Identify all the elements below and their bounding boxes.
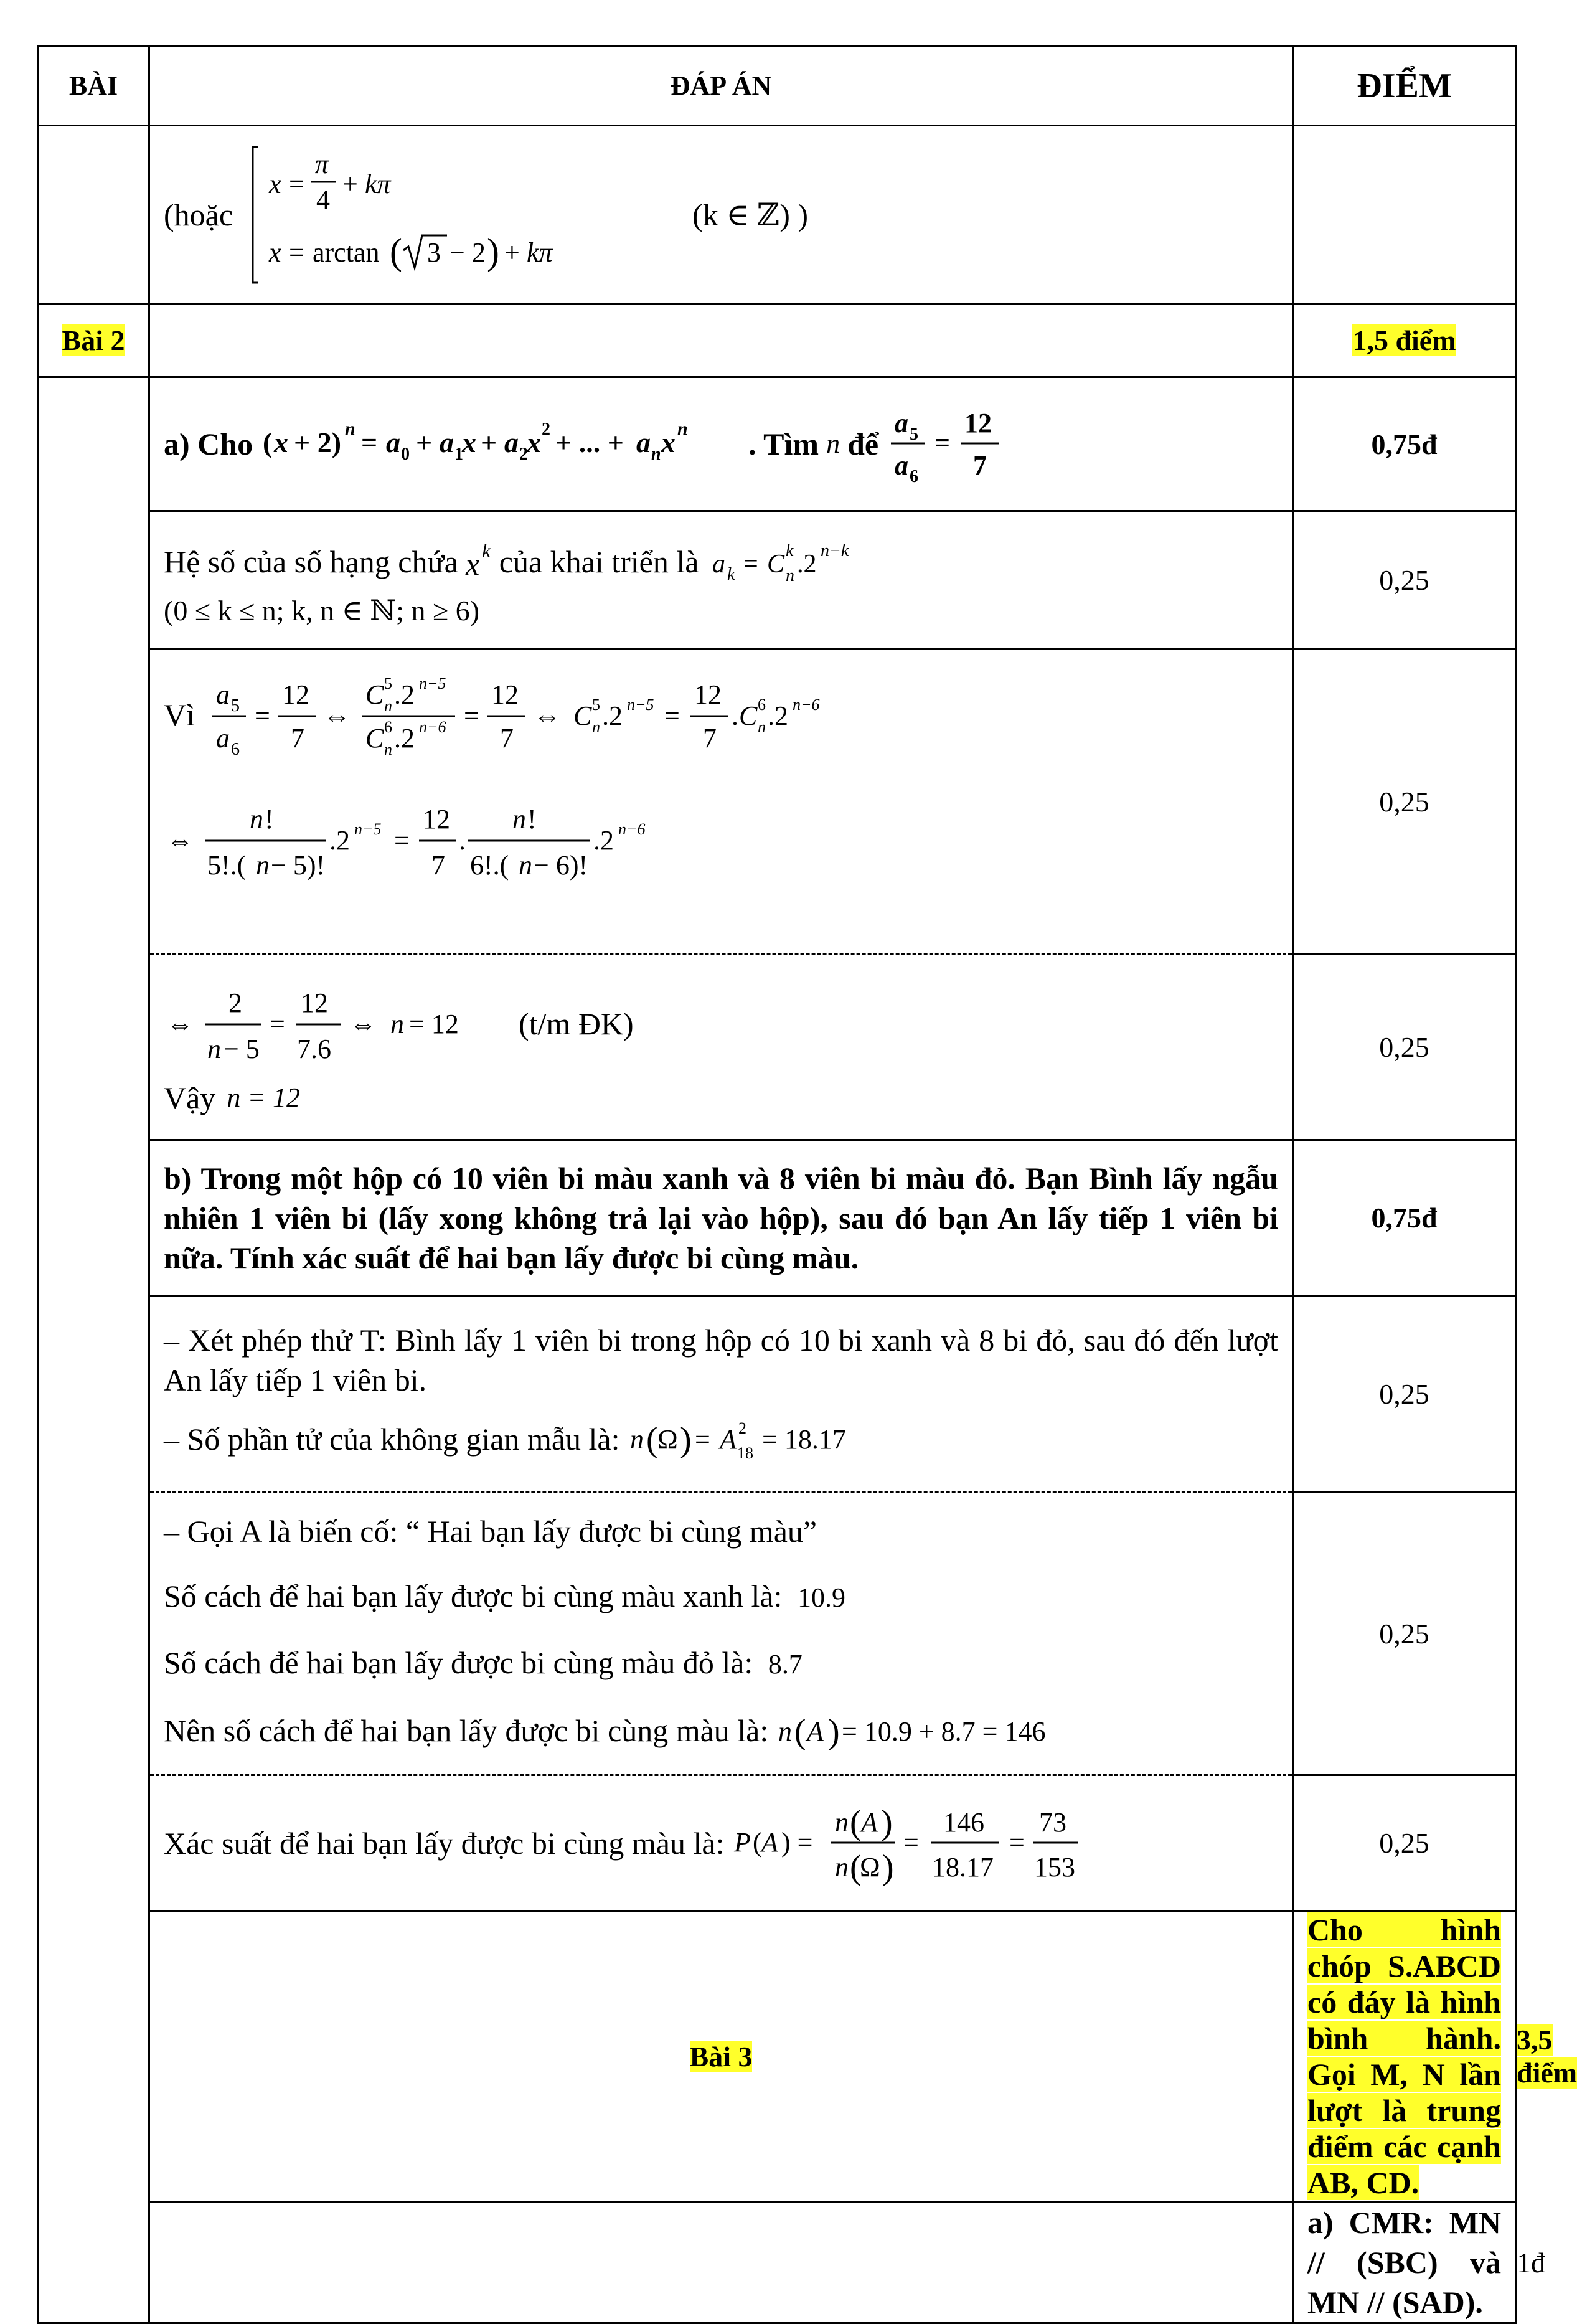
svg-text:A: A — [761, 1826, 779, 1858]
b-step3-points: 0,25 — [1293, 1775, 1516, 1911]
svg-text:Ω: Ω — [860, 1851, 881, 1882]
svg-text:!: ! — [265, 804, 274, 834]
svg-text:A: A — [719, 1424, 737, 1455]
svg-text:4: 4 — [316, 184, 331, 215]
svg-text:n: n — [384, 697, 392, 715]
svg-text:6: 6 — [384, 718, 392, 736]
svg-text:5: 5 — [592, 696, 600, 714]
svg-text:A: A — [861, 1807, 878, 1838]
svg-text:2: 2 — [738, 1419, 746, 1437]
svg-text:n: n — [629, 1424, 644, 1455]
svg-text:= 12: = 12 — [409, 1008, 459, 1039]
svg-text:(: ( — [390, 230, 403, 272]
svg-text:7: 7 — [500, 723, 514, 753]
svg-text:=: = — [664, 701, 680, 731]
table-row-part-b — [38, 1140, 1516, 1296]
svg-text:n: n — [758, 718, 766, 736]
svg-text:a: a — [504, 427, 519, 458]
svg-text:7: 7 — [431, 850, 445, 881]
svg-text:.: . — [459, 825, 466, 856]
svg-text:+: + — [504, 237, 520, 268]
svg-text:(: ( — [794, 1712, 806, 1751]
svg-text:n: n — [512, 804, 526, 834]
step1-text2: của khai triển là — [499, 544, 699, 579]
bai2-label: Bài 2 — [62, 324, 125, 356]
step3-tm: (t/m ĐK) — [519, 1006, 634, 1041]
svg-text:=: = — [394, 825, 410, 856]
bai3-label: Bài 3 — [689, 2040, 753, 2072]
svg-text:5: 5 — [910, 425, 919, 444]
b-step2-line1: – Gọi A là biến cố: “ Hai bạn lấy được bi cùng màu” — [164, 1514, 817, 1549]
table-row — [38, 126, 1516, 304]
step1-points: 0,25 — [1293, 511, 1516, 649]
table-row — [38, 1775, 1516, 1911]
b-step2-val3: 8.7 — [768, 1649, 803, 1679]
svg-text:− 5)!: − 5)! — [271, 850, 326, 881]
svg-text:146: 146 — [943, 1807, 985, 1838]
header-dapan: ĐÁP ÁN — [149, 46, 1293, 126]
step2-vi: Vì — [164, 697, 195, 732]
svg-text:): ) — [679, 1420, 692, 1459]
b-step2-points: 0,25 — [1293, 1492, 1516, 1775]
svg-text:n−6: n−6 — [419, 718, 446, 736]
svg-text:18: 18 — [737, 1444, 753, 1462]
svg-text:a: a — [386, 427, 401, 458]
b-step1-points: 0,25 — [1293, 1296, 1516, 1492]
svg-text:k: k — [786, 541, 794, 560]
svg-text:=: = — [743, 549, 759, 579]
part-b-points: 0,75đ — [1293, 1140, 1516, 1296]
svg-text:.2: .2 — [394, 723, 415, 753]
svg-text:(: ( — [646, 1420, 658, 1459]
svg-text:n−6: n−6 — [793, 696, 820, 714]
svg-text:): ) — [828, 1712, 840, 1751]
svg-text:153: 153 — [1034, 1851, 1076, 1882]
svg-text:C: C — [573, 701, 592, 731]
ratio-a5-a6 — [885, 397, 1022, 491]
svg-text:n: n — [519, 850, 532, 881]
svg-text:=: = — [255, 701, 270, 731]
factorial-equation — [164, 790, 786, 889]
b-step2-line2: Số cách để hai bạn lấy được bi cùng màu xanh là: — [164, 1579, 783, 1613]
svg-text:x: x — [527, 427, 542, 458]
svg-text:=: = — [934, 428, 951, 458]
table-row-part-3a: a) CMR: MN // (SBC) và MN // (SAD). 1đ — [38, 2202, 1516, 2323]
svg-text:(: ( — [850, 1803, 862, 1842]
header-bai: BÀI — [38, 46, 149, 126]
svg-text:a: a — [895, 450, 909, 481]
svg-text:⇔: ⇔ — [166, 1008, 194, 1039]
svg-text:a: a — [895, 408, 909, 438]
solve-equation — [164, 977, 512, 1070]
svg-text:12: 12 — [491, 679, 519, 710]
svg-text:a: a — [440, 427, 454, 458]
step1-text: Hệ số của số hạng chứa — [164, 544, 458, 579]
svg-text:1: 1 — [454, 445, 464, 464]
svg-text:0: 0 — [401, 445, 410, 464]
svg-text:a: a — [712, 549, 726, 579]
step1-condition: (0 ≤ k ≤ n; k, n ∈ ℕ; n ≥ 6) — [164, 594, 480, 626]
svg-text:+ ... +: + ... + — [555, 427, 624, 458]
svg-text:arctan: arctan — [313, 237, 380, 268]
binomial-expansion — [263, 397, 748, 491]
svg-text:(: ( — [850, 1848, 862, 1887]
svg-text:x: x — [462, 427, 477, 458]
b-step1-line1: – Xét phép thử T: Bình lấy 1 viên bi trong hộp có 10 bi xanh và 8 bi đỏ, sau đó đến lượt An lấy tiếp 1 viên bi. — [164, 1323, 1278, 1397]
svg-text:2: 2 — [472, 237, 486, 268]
svg-text:n: n — [384, 740, 392, 758]
svg-text:+ 2): + 2) — [294, 427, 342, 458]
svg-text:n: n — [592, 718, 600, 736]
table-row — [38, 511, 1516, 649]
svg-text:n−5: n−5 — [627, 696, 654, 714]
svg-text:.2: .2 — [768, 701, 788, 731]
part-3a-question: a) CMR: MN // (SBC) và MN // (SAD). — [1307, 2205, 1501, 2320]
svg-text:6: 6 — [231, 740, 240, 759]
svg-text:n: n — [651, 445, 661, 464]
svg-text:x: x — [269, 168, 281, 199]
svg-text:⇔: ⇔ — [349, 1008, 377, 1039]
svg-text:73: 73 — [1039, 1807, 1067, 1838]
svg-text:2: 2 — [228, 987, 242, 1018]
b-step3-text: Xác suất để hai bạn lấy được bi cùng màu là: — [164, 1825, 725, 1861]
svg-text:.2: .2 — [797, 549, 817, 579]
svg-text:n−k: n−k — [821, 541, 849, 560]
coefficient-formula — [707, 534, 894, 590]
svg-text:18.17: 18.17 — [932, 1851, 994, 1882]
svg-text:x: x — [274, 427, 289, 458]
x-power-k — [461, 534, 497, 590]
svg-text:5: 5 — [384, 674, 392, 692]
svg-text:6: 6 — [758, 696, 766, 714]
svg-text:n: n — [778, 1716, 793, 1747]
svg-text:): ) — [881, 1803, 893, 1842]
table-row — [38, 1296, 1516, 1492]
b-step1-line2: – Số phần tử của không gian mẫu là: — [164, 1422, 620, 1457]
svg-text:k: k — [727, 564, 735, 584]
svg-text:n−5: n−5 — [419, 674, 446, 692]
svg-text:7: 7 — [973, 450, 987, 481]
svg-text:) =: ) = — [781, 1826, 813, 1858]
svg-text:a: a — [636, 427, 651, 458]
svg-text:7.6: 7.6 — [297, 1033, 331, 1064]
table-row — [38, 1492, 1516, 1775]
b-step2-line4: Nên số cách để hai bạn lấy được bi cùng màu là: — [164, 1713, 769, 1748]
part-a-points: 0,75đ — [1293, 377, 1516, 511]
alt-solution-system — [250, 143, 699, 286]
answer-table — [37, 45, 1577, 2324]
svg-text:=: = — [694, 1424, 710, 1455]
svg-text:a: a — [216, 723, 230, 753]
step3-vay: Vậy — [164, 1080, 216, 1115]
svg-text:=: = — [289, 237, 304, 268]
svg-text:kπ: kπ — [365, 168, 391, 199]
svg-text:C: C — [739, 701, 758, 731]
favorable-outcomes — [776, 1706, 1099, 1755]
part-a-find: . Tìm — [748, 427, 819, 461]
svg-text:= 18.17: = 18.17 — [761, 1424, 846, 1455]
svg-text:=: = — [464, 701, 479, 731]
svg-text:2: 2 — [542, 420, 551, 439]
svg-text:12: 12 — [423, 804, 450, 834]
svg-text:C: C — [767, 549, 785, 579]
svg-text:3: 3 — [427, 237, 441, 268]
svg-text:⇔: ⇔ — [534, 701, 561, 731]
svg-text:n−6: n−6 — [618, 820, 646, 838]
svg-text:n: n — [786, 565, 795, 585]
svg-text:!: ! — [527, 804, 537, 834]
table-row-bai2 — [38, 304, 1516, 377]
svg-text:7: 7 — [703, 723, 717, 753]
table-row — [38, 955, 1516, 1140]
sample-space-size — [628, 1411, 914, 1467]
part-a-n: n — [826, 428, 840, 459]
svg-text:5: 5 — [231, 696, 240, 716]
probability-result — [732, 1797, 1118, 1890]
svg-text:n: n — [835, 1851, 849, 1882]
svg-text:n: n — [835, 1807, 849, 1838]
svg-text:): ) — [882, 1848, 895, 1887]
svg-text:.2: .2 — [329, 825, 350, 856]
svg-text:=: = — [1009, 1826, 1025, 1858]
svg-text:x: x — [269, 237, 281, 268]
svg-text:12: 12 — [964, 408, 992, 438]
svg-text:12: 12 — [694, 679, 722, 710]
svg-text:n: n — [256, 850, 270, 881]
table-row — [38, 649, 1516, 955]
svg-text:6: 6 — [910, 467, 919, 486]
svg-text:x: x — [661, 427, 676, 458]
bai3-points: 3,5 điểm — [1517, 2024, 1577, 2089]
svg-text:=: = — [361, 427, 378, 458]
svg-text:n: n — [677, 418, 688, 439]
step3-points: 0,25 — [1293, 955, 1516, 1140]
svg-text:12: 12 — [282, 679, 309, 710]
svg-text:7: 7 — [291, 723, 304, 753]
svg-text:(: ( — [753, 1826, 763, 1858]
svg-text:n: n — [250, 804, 263, 834]
svg-text:+: + — [416, 427, 433, 458]
svg-text:5!.(: 5!.( — [207, 850, 247, 881]
svg-text:k: k — [481, 539, 491, 562]
svg-text:n: n — [345, 418, 355, 439]
svg-text:n: n — [390, 1008, 404, 1039]
svg-text:a: a — [216, 679, 230, 710]
svg-text:⇔: ⇔ — [323, 701, 351, 731]
svg-text:− 5: − 5 — [224, 1033, 260, 1064]
header-diem: ĐIỂM — [1293, 46, 1516, 126]
svg-text:⇔: ⇔ — [166, 825, 194, 856]
table-row-part-a — [38, 377, 1516, 511]
svg-text:): ) — [487, 230, 500, 272]
svg-text:.2: .2 — [593, 825, 614, 856]
svg-text:= 10.9 + 8.7 = 146: = 10.9 + 8.7 = 146 — [842, 1716, 1046, 1747]
svg-text:+: + — [481, 427, 497, 458]
ratio-equation — [210, 665, 969, 765]
svg-text:6!.(: 6!.( — [470, 850, 509, 881]
svg-text:x: x — [465, 546, 479, 582]
svg-text:12: 12 — [301, 987, 328, 1018]
part-b-question: b) Trong một hộp có 10 viên bi màu xanh và 8 viên bi màu đỏ. Bạn Bình lấy ngẫu nhiên 1 viên bi (lấy xong không trả lại vào hộp), sau đó bạn An lấy tiếp 1 viên bi nữa. Tính xác suất để hai bạn lấy được bi cùng màu. — [164, 1160, 1278, 1275]
step2-points: 0,25 — [1293, 649, 1516, 955]
svg-text:n: n — [207, 1033, 221, 1064]
svg-text:kπ: kπ — [527, 237, 553, 268]
svg-text:n−5: n−5 — [354, 820, 382, 838]
svg-text:A: A — [807, 1716, 824, 1747]
svg-text:2: 2 — [519, 445, 529, 464]
b-step2-val2: 10.9 — [798, 1582, 846, 1613]
step3-result: n = 12 — [227, 1082, 301, 1113]
svg-text:C: C — [365, 679, 384, 710]
svg-text:−: − — [450, 237, 465, 268]
svg-text:=: = — [289, 168, 304, 199]
svg-text:π: π — [315, 148, 329, 179]
table-header-row — [38, 46, 1516, 126]
svg-text:− 6)!: − 6)! — [534, 850, 588, 881]
b-step2-line3: Số cách để hai bạn lấy được bi cùng màu đỏ là: — [164, 1645, 753, 1680]
svg-text:Ω: Ω — [657, 1424, 678, 1455]
alt-condition: (k ∈ ℤ) ) — [692, 197, 809, 232]
svg-text:C: C — [365, 723, 384, 753]
svg-text:(: ( — [263, 427, 273, 458]
svg-text:.2: .2 — [394, 679, 415, 710]
svg-text:+: + — [342, 168, 358, 199]
svg-text:.2: .2 — [602, 701, 623, 731]
bai3-problem: Cho hình chóp S.ABCD có đáy là hình bình hành. Gọi M, N lần lượt là trung điểm các cạnh AB, CD. — [1307, 1912, 1501, 2200]
part-a-label: a) Cho — [164, 427, 253, 461]
bai2-points: 1,5 điểm — [1352, 324, 1456, 356]
part-a-de: để — [847, 427, 879, 461]
svg-text:=: = — [270, 1008, 285, 1039]
svg-text:=: = — [903, 1826, 920, 1858]
svg-text:P: P — [734, 1826, 751, 1858]
alt-prefix: (hoặc — [164, 197, 233, 232]
svg-text:.: . — [732, 701, 738, 731]
table-row-bai3 — [38, 1911, 1516, 2202]
